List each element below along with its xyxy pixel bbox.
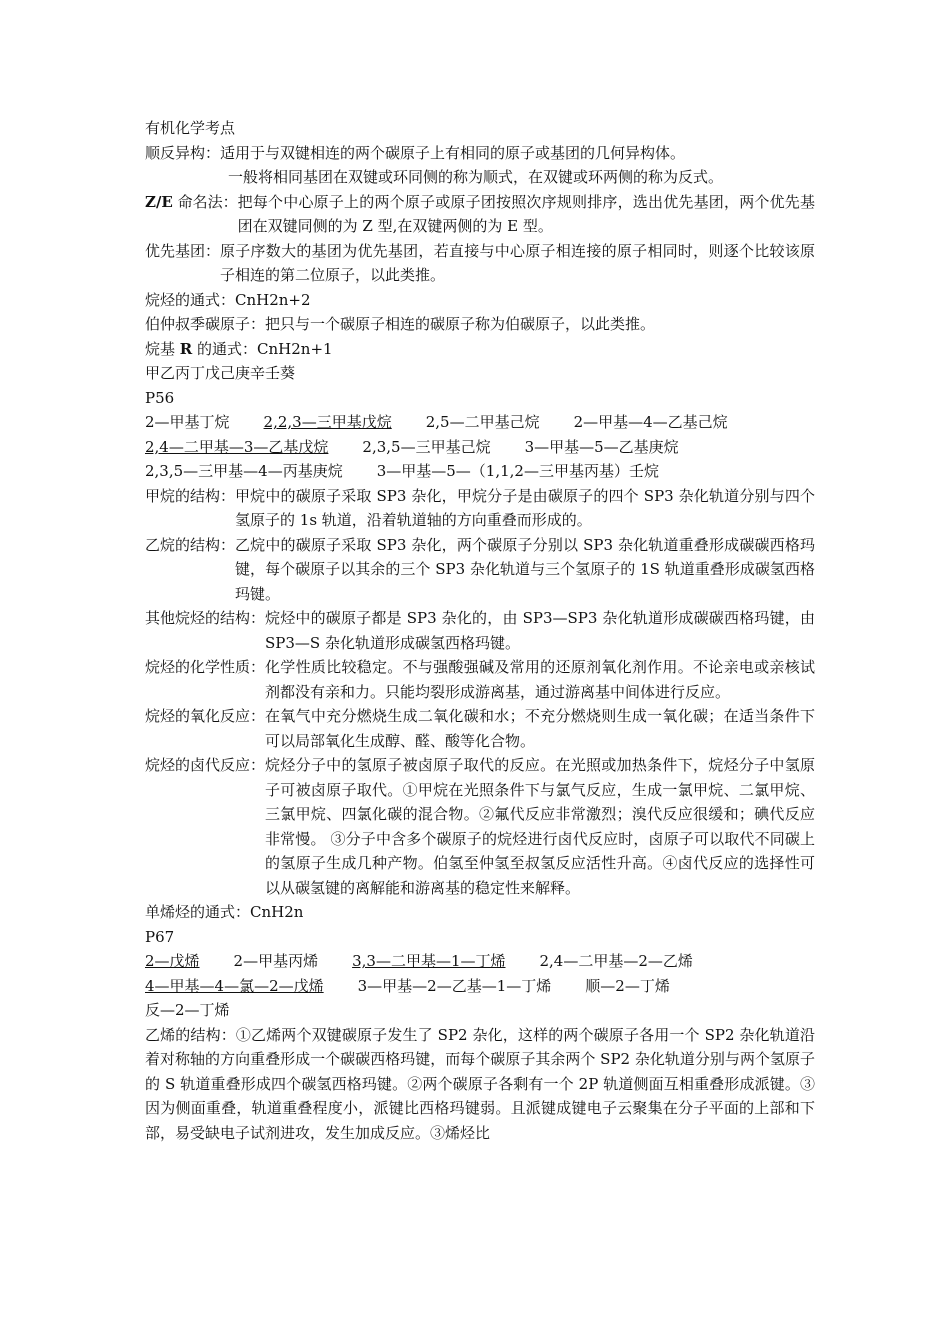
compound-name: 2,4—二甲基—2—乙烯	[539, 952, 693, 970]
compound-name: 3—甲基—2—乙基—1—丁烯	[357, 976, 552, 995]
ze-definition	[145, 190, 815, 239]
compound-name-underlined: 4—甲基—4—氯—2—戊烯	[145, 976, 324, 995]
priority-body: 原子序数大的基团为优先基团，若直接与中心原子相连接的原子相同时，则逐个比较该原子相连的第二位原子，以此类推。	[220, 241, 815, 284]
alkene-formula: 单烯烃的通式：CnH2n	[145, 903, 304, 921]
names-p56-row3	[145, 459, 815, 484]
compound-name-underlined: 2,2,3—三甲基戊烷	[263, 413, 392, 431]
ze-term-bold: Z/E	[145, 192, 173, 211]
priority-term: 优先基团：	[145, 241, 221, 260]
priority-definition	[145, 239, 815, 288]
other-alkanes-body: 烷烃中的碳原子都是 SP3 杂化的，由 SP3—SP3 杂化轨道形成碳碳西格玛键，由 SP3—S 杂化轨道形成碳氢西格玛键。	[265, 609, 815, 652]
alkane-oxidation	[145, 704, 815, 753]
methane-term: 甲烷的结构：	[145, 486, 236, 505]
compound-name: 3—甲基—5—乙基庚烷	[524, 437, 679, 456]
alkane-chem-props	[145, 655, 815, 704]
ze-body: 把每个中心原子上的两个原子或原子团按照次序规则排序，选出优先基团，两个优先基团在双键同侧的为 Z 型,在双键两侧的为 E 型。	[237, 192, 815, 235]
doc-title: 有机化学考点	[145, 119, 236, 137]
ze-term	[145, 190, 238, 239]
primary-carbon-text: 伯仲叔季碳原子：把只与一个碳原子相连的碳原子称为伯碳原子，以此类推。	[145, 315, 656, 333]
document-page	[145, 116, 815, 1145]
cis-trans-term: 顺反异构：	[145, 143, 221, 162]
cis-trans-line1: 适用于与双键相连的两个碳原子上有相同的原子或基团的几何异构体。	[220, 143, 686, 162]
compound-name-underlined: 3,3—二甲基—1—丁烯	[352, 952, 506, 970]
names-p56-row2	[145, 435, 815, 460]
compound-name: 顺—2—丁烯	[585, 976, 670, 995]
alkyl-prefix: 烷基	[145, 339, 180, 358]
alkyl-suffix: 的通式：CnH2n+1	[192, 339, 333, 358]
methane-body: 甲烷中的碳原子采取 SP3 杂化，甲烷分子是由碳原子的四个 SP3 杂化轨道分别与四个氢原子的 1s 轨道，沿着轨道轴的方向重叠而形成的。	[235, 486, 815, 529]
ethane-term: 乙烷的结构：	[145, 535, 236, 554]
ethane-body: 乙烷中的碳原子采取 SP3 杂化，两个碳原子分别以 SP3 杂化轨道重叠形成碳碳西格玛键，每个碳原子以其余的三个 SP3 杂化轨道与三个氢原子的 1S 轨道重叠形成碳氢西格玛键。	[235, 535, 815, 603]
page-ref-p67: P67	[145, 927, 175, 946]
alkyl-r: R	[179, 339, 193, 358]
page-ref-p56: P56	[145, 388, 175, 407]
ze-term-rest: 命名法：	[172, 192, 238, 211]
names-p67-row3: 反—2—丁烯	[145, 1001, 230, 1019]
chem-props-body: 化学性质比较稳定。不与强酸强碱及常用的还原剂氧化剂作用。不论亲电或亲核试剂都没有亲和力。只能均裂形成游离基，通过游离基中间体进行反应。	[265, 658, 815, 701]
compound-name-underlined: 2,4—二甲基—3—乙基戊烷	[145, 437, 329, 456]
other-alkanes-structure	[145, 606, 815, 655]
ethylene-structure: 乙烯的结构：①乙烯两个双键碳原子发生了 SP2 杂化，这样的两个碳原子各用一个 SP2 杂化轨道沿着对称轴的方向重叠形成一个碳碳西格玛键，而每个碳原子其余两个 SP2 杂化轨道分别与两个氢原子的 S 轨道重叠形成四个碳氢西格玛键。②两个碳原子各剩有一个 2P 轨道侧面互相重叠形成派键。③因为侧面重叠，轨道重叠程度小，派键比西格玛键弱。且派键成键电子云聚集在分子平面的上部和下部，易受缺电子试剂进攻，发生加成反应。③烯烃比	[145, 1025, 815, 1142]
compound-name: 2,5—二甲基己烷	[425, 413, 540, 431]
compound-name: 2,3,5—三甲基—4—丙基庚烷	[145, 462, 343, 480]
halogenation-term: 烷烃的卤代反应：	[145, 756, 266, 774]
alkyl-formula	[145, 337, 815, 362]
compound-name: 2—甲基—4—乙基己烷	[573, 413, 728, 431]
cis-trans-line2: 一般将相同基团在双键或环同侧的称为顺式，在双键或环两侧的称为反式。	[228, 168, 724, 186]
methane-structure	[145, 484, 815, 533]
oxidation-body: 在氧气中充分燃烧生成二氧化碳和水；不充分燃烧则生成一氧化碳；在适当条件下可以局部氧化生成醇、醛、酸等化合物。	[265, 707, 815, 750]
carbon-stems: 甲乙丙丁戊己庚辛壬葵	[145, 364, 296, 382]
halogenation-body: 烷烃分子中的氢原子被卤原子取代的反应。在光照或加热条件下，烷烃分子中氢原子可被卤原子取代。①甲烷在光照条件下与氯气反应，生成一氯甲烷、二氯甲烷、三氯甲烷、四氯化碳的混合物。②氟代反应非常激烈；溴代反应很缓和；碘代反应非常慢。 ③分子中含多个碳原子的烷烃进行卤代反应时，卤原子可以取代不同碳上的氢原子生成几种产物。伯氢至仲氢至叔氢反应活性升高。④卤代反应的选择性可以从碳氢键的离解能和游离基的稳定性来解释。	[265, 756, 815, 897]
compound-name: 3—甲基—5—（1,1,2—三甲基丙基）壬烷	[376, 462, 659, 480]
other-alkanes-term: 其他烷烃的结构：	[145, 609, 266, 627]
names-p67-row1	[145, 949, 815, 974]
compound-name: 2—甲基丁烷	[145, 413, 230, 431]
alkane-formula: 烷烃的通式：CnH2n+2	[145, 290, 311, 309]
chem-props-term: 烷烃的化学性质：	[145, 658, 266, 676]
compound-name: 2,3,5—三甲基己烷	[362, 437, 491, 456]
cis-trans-definition	[145, 141, 815, 166]
alkane-halogenation	[145, 753, 815, 900]
names-p56-row1	[145, 410, 815, 435]
compound-name: 2—甲基丙烯	[233, 952, 319, 970]
oxidation-term: 烷烃的氧化反应：	[145, 707, 266, 725]
compound-name-underlined: 2—戊烯	[145, 952, 200, 970]
ethane-structure	[145, 533, 815, 607]
names-p67-row2	[145, 974, 815, 999]
